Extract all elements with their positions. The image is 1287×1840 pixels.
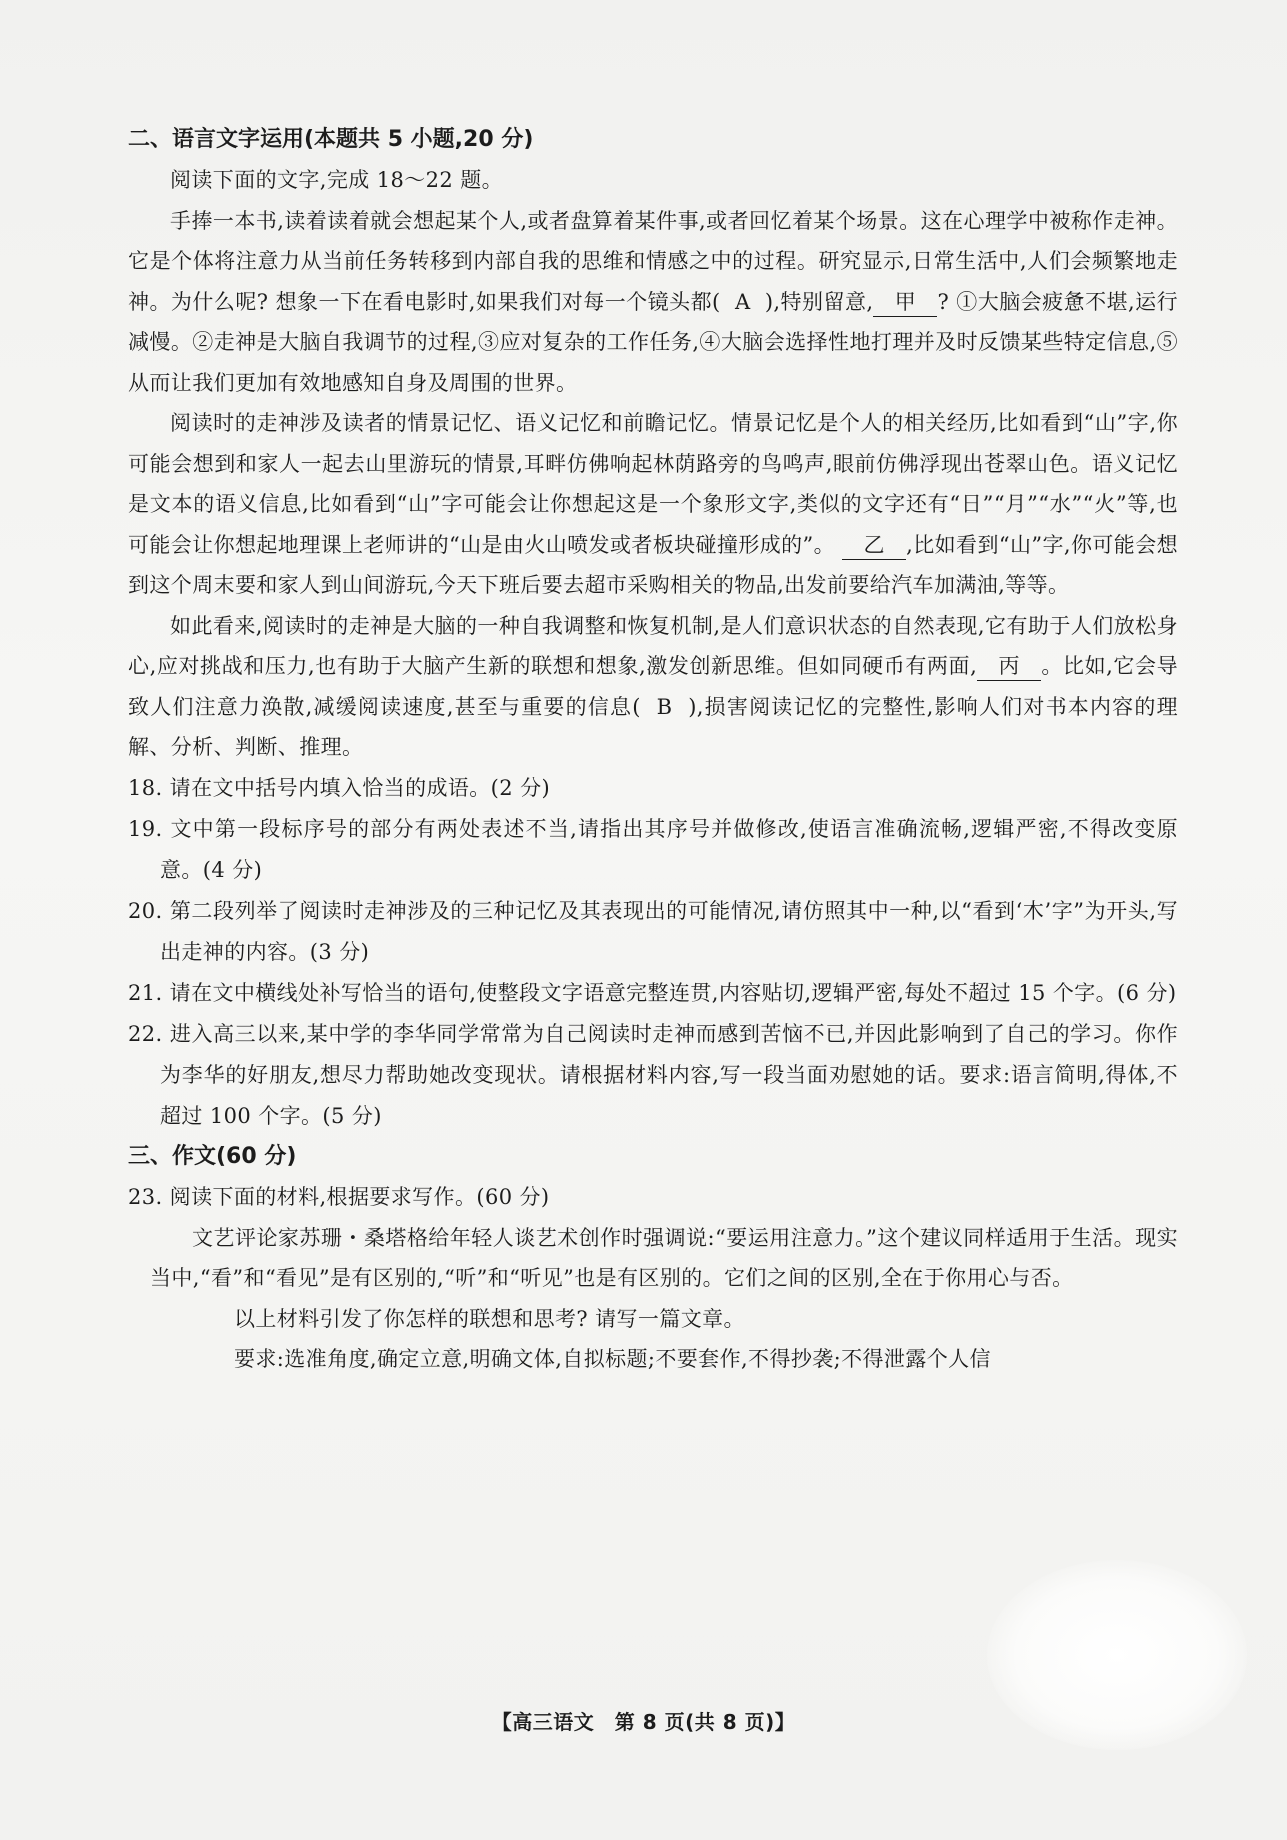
reading-instruction: 阅读下面的文字,完成 18～22 题。 bbox=[170, 168, 504, 192]
question-23: 23. 阅读下面的材料,根据要求写作。(60 分) bbox=[128, 1184, 550, 1209]
blank-yi: 乙 bbox=[842, 531, 906, 560]
question-20: 20. 第二段列举了阅读时走神涉及的三种记忆及其表现出的可能情况,请仿照其中一种,以“看到‘木’字”为开头,写出走神的内容。(3 分) bbox=[128, 898, 1178, 964]
blank-b-label: B bbox=[656, 694, 673, 719]
blank-a-label: A bbox=[734, 289, 751, 314]
material-text: 文艺评论家苏珊・桑塔格给年轻人谈艺术创作时强调说:“要运用注意力。”这个建议同样适用于生活。现实当中,“看”和“看见”是有区别的,“听”和“听见”也是有区别的。它们之间的区别,全在于你用心与否。 bbox=[150, 1225, 1178, 1290]
p3-text-b: 。比如,它会导致人们注意力涣散,减缓阅读速度,甚至与重要的信息( bbox=[128, 654, 1178, 719]
essay-material bbox=[128, 1218, 1178, 1380]
p2-text-b: ,比如看到“山”字,你可能会想到这个周末要和家人到山间游玩,今天下班后要去超市采购相关的物品,出发前要给汽车加满油,等等。 bbox=[128, 532, 1178, 597]
p1-text-c: ? ①大脑会疲惫不堪,运行减慢。②走神是大脑自我调节的过程,③应对复杂的工作任务,④大脑会选择性地打理并及时反馈某些特定信息,⑤从而让我们更加有效地感知自身及周围的世界。 bbox=[128, 289, 1179, 395]
p2-text-a: 阅读时的走神涉及读者的情景记忆、语义记忆和前瞻记忆。情景记忆是个人的相关经历,比如看到“山”字,你可能会想到和家人一起去山里游玩的情景,耳畔仿佛响起林荫路旁的鸟鸣声,眼前仿佛浮现出苍翠山色。语义记忆是文本的语义信息,比如看到“山”字可能会让你想起这是一个象形文字,类似的文字还有“日”“月”“水”“火”等,也可能会让你想起地理课上老师讲的“山是由火山喷发或者板块碰撞形成的”。 bbox=[128, 411, 1178, 557]
p3-text-a: 如此看来,阅读时的走神是大脑的一种自我调整和恢复机制,是人们意识状态的自然表现,它有助于人们放松身心,应对挑战和压力,也有助于大脑产生新的联想和想象,激发创新思维。但如同硬币有两面, bbox=[128, 613, 1178, 678]
section-2-heading: 二、语言文字运用(本题共 5 小题,20 分) bbox=[128, 127, 534, 152]
passage-paragraph-3 bbox=[128, 606, 1178, 768]
essay-requirements: 要求:选准角度,确定立意,明确文体,自拟标题;不要套作,不得抄袭;不得泄露个人信 bbox=[234, 1347, 991, 1371]
blank-jia: 甲 bbox=[873, 288, 937, 317]
p1-text-b: ),特别留意, bbox=[764, 289, 874, 314]
section-3-heading: 三、作文(60 分) bbox=[128, 1143, 297, 1169]
blank-bing: 丙 bbox=[977, 652, 1041, 681]
question-19: 19. 文中第一段标序号的部分有两处表述不当,请指出其序号并做修改,使语言准确流畅,逻辑严密,不得改变原意。(4 分) bbox=[128, 816, 1178, 882]
question-21: 21. 请在文中横线处补写恰当的语句,使整段文字语意完整连贯,内容贴切,逻辑严密,每处不超过 15 个字。(6 分) bbox=[128, 980, 1177, 1005]
page-content bbox=[128, 120, 1178, 1380]
passage-paragraph-1 bbox=[128, 201, 1178, 404]
question-18: 18. 请在文中括号内填入恰当的成语。(2 分) bbox=[128, 775, 551, 800]
page-footer: 【高三语文 第 8 页(共 8 页)】 bbox=[491, 1710, 796, 1734]
p3-text-c: ),损害阅读记忆的完整性,影响人们对书本内容的理解、分析、判断、推理。 bbox=[128, 694, 1178, 759]
question-22: 22. 进入高三以来,某中学的李华同学常常为自己阅读时走神而感到苦恼不已,并因此影响到了自己的学习。你作为李华的好朋友,想尽力帮助她改变现状。请根据材料内容,写一段当面劝慰她的话。要求:语言简明,得体,不超过 100 个字。(5 分) bbox=[128, 1021, 1178, 1128]
essay-prompt: 以上材料引发了你怎样的联想和思考? 请写一篇文章。 bbox=[234, 1306, 745, 1331]
p1-text-a: 手捧一本书,读着读着就会想起某个人,或者盘算着某件事,或者回忆着某个场景。这在心理学中被称作走神。它是个体将注意力从当前任务转移到内部自我的思维和情感之中的过程。研究显示,日常生活中,人们会频繁地走神。为什么呢? 想象一下在看电影时,如果我们对每一个镜头都( bbox=[128, 208, 1178, 314]
passage-paragraph-2 bbox=[128, 403, 1178, 606]
